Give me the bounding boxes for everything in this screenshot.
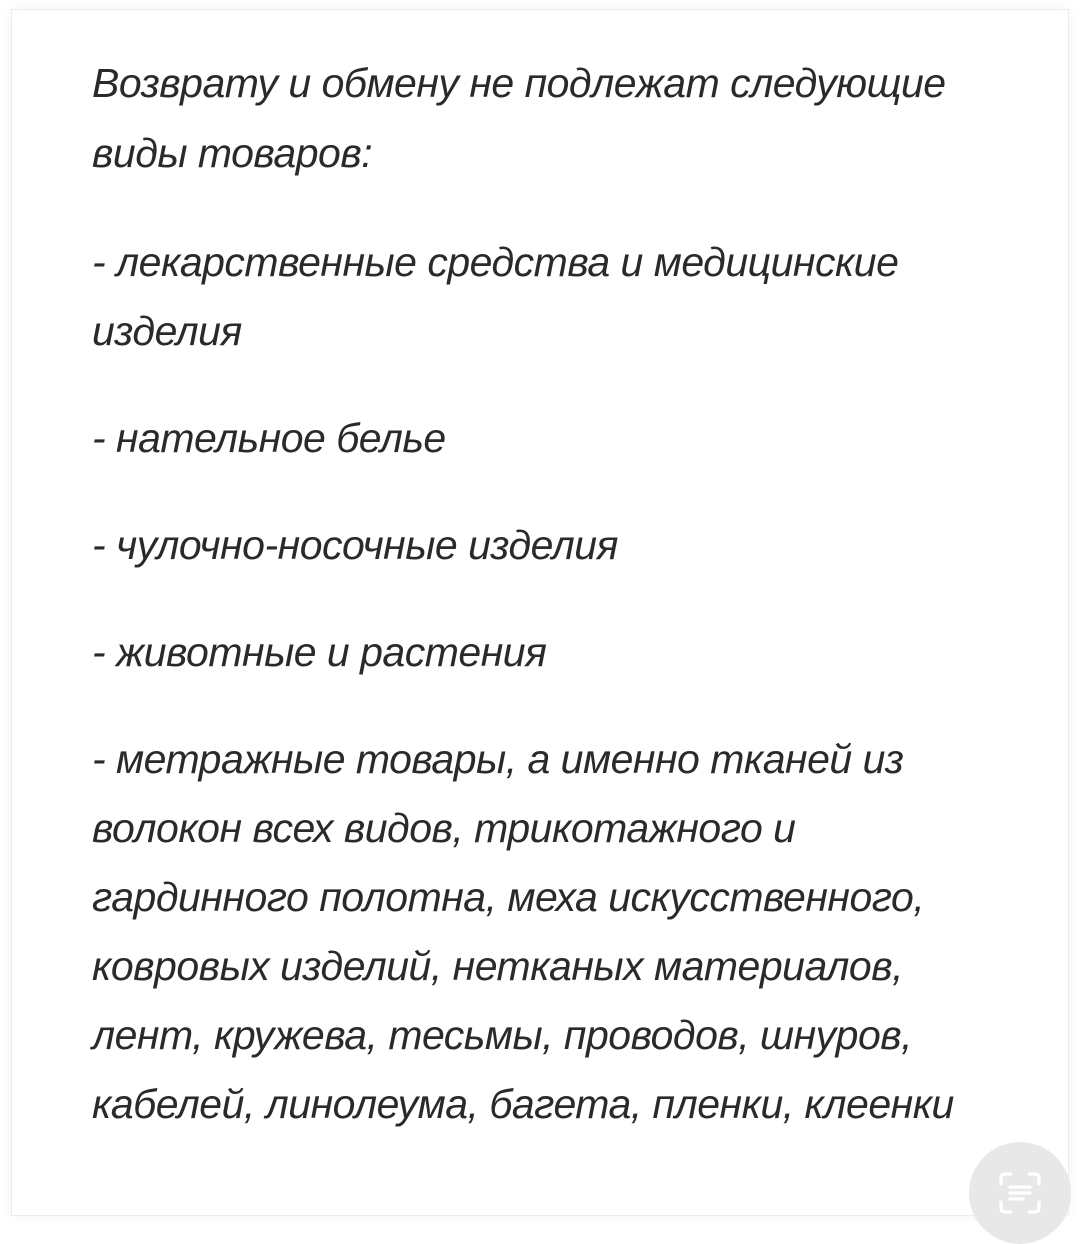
list-item-hosiery: - чулочно-носочные изделия bbox=[92, 522, 618, 568]
intro-paragraph: Возврату и обмену не подлежат следующие виды товаров: bbox=[92, 60, 946, 176]
list-item-animals-plants: - животные и растения bbox=[92, 629, 547, 675]
post-card bbox=[12, 10, 1068, 1215]
list-item-medicines: - лекарственные средства и медицинские изделия bbox=[92, 239, 899, 354]
text-scan-icon bbox=[997, 1170, 1043, 1216]
list-item-underwear: - нательное белье bbox=[92, 415, 446, 461]
scan-text-button[interactable] bbox=[969, 1142, 1071, 1244]
post-text bbox=[92, 48, 1022, 1177]
list-item-yard-goods: - метражные товары, а именно тканей из волокон всех видов, трикотажного и гардинного полотна, меха искусственного, ковровых изделий, нетканых материалов, лент, кружева, тесьмы, проводов, шнуров, кабелей, линолеума, багета, пленки, клеенки bbox=[92, 736, 954, 1127]
